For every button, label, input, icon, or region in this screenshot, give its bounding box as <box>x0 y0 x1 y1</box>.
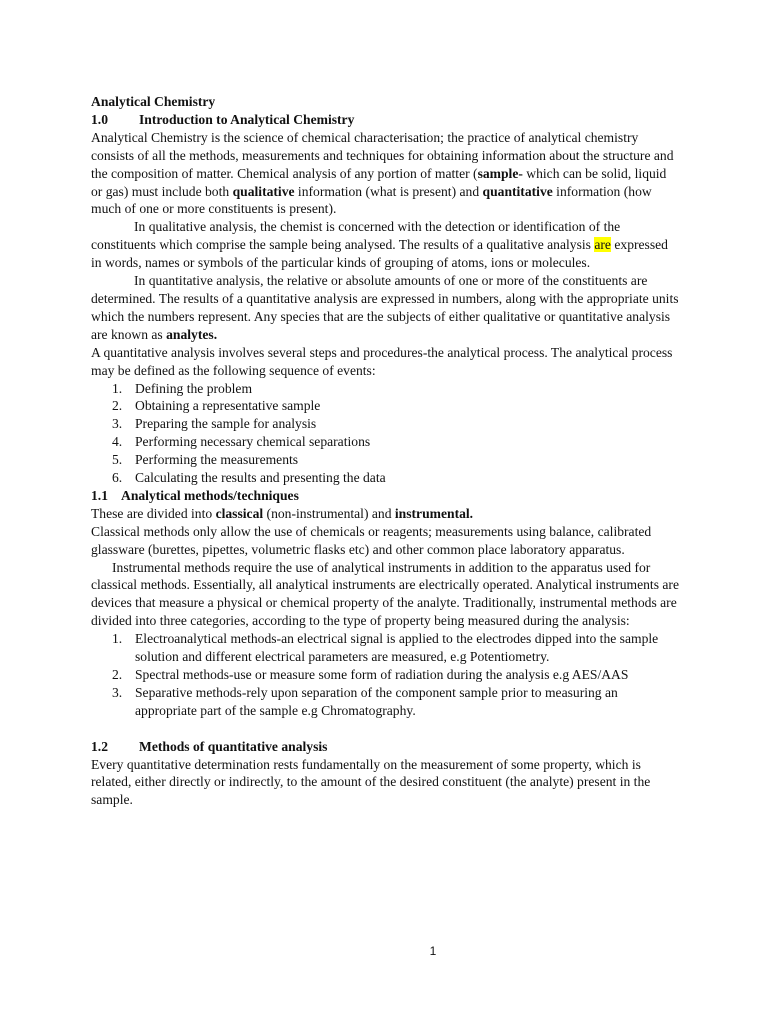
section-number: 1.0 <box>91 111 108 127</box>
paragraph-quantitative <box>91 272 681 344</box>
list-item-text: Separative methods-rely upon separation of the component sample prior to measuring an appropriate part of the sample e.g Chromatography. <box>135 684 618 718</box>
process-step-item <box>91 469 681 487</box>
section-number: 1.1 <box>91 487 108 503</box>
section-title: Analytical methods/techniques <box>121 487 299 503</box>
section-title: Methods of quantitative analysis <box>139 738 328 754</box>
bold-term-instrumental: instrumental. <box>394 505 474 521</box>
list-number: 2. <box>112 667 123 682</box>
list-number: 5. <box>112 452 123 468</box>
list-item-text: Electroanalytical methods-an electrical signal is applied to the electrodes dipped into the sample solution and different electrical parameters are measured, e.g Potentiometry. <box>135 631 659 665</box>
page-number: 1 <box>429 944 437 958</box>
process-step-item <box>91 397 681 415</box>
process-step-item <box>91 451 681 469</box>
list-number: 3. <box>112 416 123 432</box>
paragraph-qualitative <box>91 218 681 272</box>
text-run: information (what is present) and <box>294 183 483 199</box>
list-number: 2. <box>112 398 123 414</box>
text-run: information (how much of one or more constituents is present). <box>91 183 652 217</box>
text-run: expressed in words, names or symbols of the particular kinds of grouping of atoms, ions or molecules. <box>91 237 668 271</box>
section-number: 1.2 <box>91 738 108 754</box>
document-body <box>91 93 681 809</box>
list-number: 3. <box>112 684 123 700</box>
list-item-text: Obtaining a representative sample <box>135 398 321 414</box>
section-heading-1-0 <box>91 111 681 129</box>
list-item-text: Spectral methods-use or measure some form of radiation during the analysis e.g AES/AAS <box>135 667 629 682</box>
bold-term-classical: classical <box>215 505 264 521</box>
list-item-text: Preparing the sample for analysis <box>135 416 317 432</box>
list-number: 1. <box>112 631 123 647</box>
list-item-text: Calculating the results and presenting the data <box>135 470 386 486</box>
bold-term-quantitative: quantitative <box>482 183 553 199</box>
paragraph-instrumental-methods: Instrumental methods require the use of analytical instruments in addition to the apparatus used for classical methods. Essentially, all analytical instruments are electrically operated. Analytical instruments are devices that measure a physical or chemical property of the analyte. Traditionally, instrumental methods are divided into three categories, according to the type of property being measured during the analysis: <box>91 559 679 629</box>
paragraph-quantitative-determination: Every quantitative determination rests fundamentally on the measurement of some property, which is related, either directly or indirectly, to the amount of the desired constituent (the analyte) present in the sample. <box>91 756 651 808</box>
instrumental-method-item <box>91 666 681 684</box>
bold-term-sample: sample- <box>477 165 523 181</box>
text-run: In qualitative analysis, the chemist is concerned with the detection or identification of the constituents which comprise the sample being analysed. The results of a qualitative analysis <box>91 219 621 253</box>
process-step-item <box>91 415 681 433</box>
text-run: These are divided into <box>91 505 216 521</box>
section-title: Introduction to Analytical Chemistry <box>139 111 355 127</box>
list-number: 4. <box>112 434 123 450</box>
bold-term-analytes: analytes. <box>166 326 218 342</box>
highlighted-text: are <box>594 237 611 253</box>
section-heading-1-1 <box>91 487 681 505</box>
process-step-item <box>91 433 681 451</box>
section-heading-1-2 <box>91 738 681 756</box>
list-number: 1. <box>112 380 123 396</box>
instrumental-method-item <box>91 630 681 666</box>
text-run: which can be solid, liquid or gas) must include both <box>91 165 667 199</box>
text-run: (non-instrumental) and <box>263 505 395 521</box>
text-run: In quantitative analysis, the relative or absolute amounts of one or more of the constituents are determined. The results of a quantitative analysis are expressed in numbers, along with the appropriate units which the numbers represent. Any species that are the subjects of either qualitative or quantitative analysis are known as <box>91 273 679 342</box>
paragraph-method-types <box>91 505 681 523</box>
instrumental-methods-list <box>91 630 681 720</box>
paragraph-classical-methods: Classical methods only allow the use of chemicals or reagents; measurements using balance, calibrated glassware (burettes, pipettes, volumetric flasks etc) and other common place laboratory apparatus. <box>91 523 652 557</box>
paragraph-analytical-process: A quantitative analysis involves several steps and procedures-the analytical process. The analytical process may be defined as the following sequence of events: <box>91 344 673 378</box>
list-number: 6. <box>112 470 123 486</box>
document-title: Analytical Chemistry <box>91 94 216 109</box>
list-item-text: Defining the problem <box>135 380 253 396</box>
list-item-text: Performing necessary chemical separations <box>135 434 371 450</box>
blank-line <box>91 720 681 738</box>
bold-term-qualitative: qualitative <box>232 183 295 199</box>
text-run: Analytical Chemistry is the science of chemical characterisation; the practice of analytical chemistry consists of all the methods, measurements and techniques for obtaining information about the structure and the composition of matter. Chemical analysis of any portion of matter ( <box>91 129 674 181</box>
process-steps-list <box>91 380 681 487</box>
list-item-text: Performing the measurements <box>135 452 299 468</box>
paragraph-definition <box>91 129 681 219</box>
process-step-item <box>91 380 681 398</box>
instrumental-method-item <box>91 684 681 720</box>
